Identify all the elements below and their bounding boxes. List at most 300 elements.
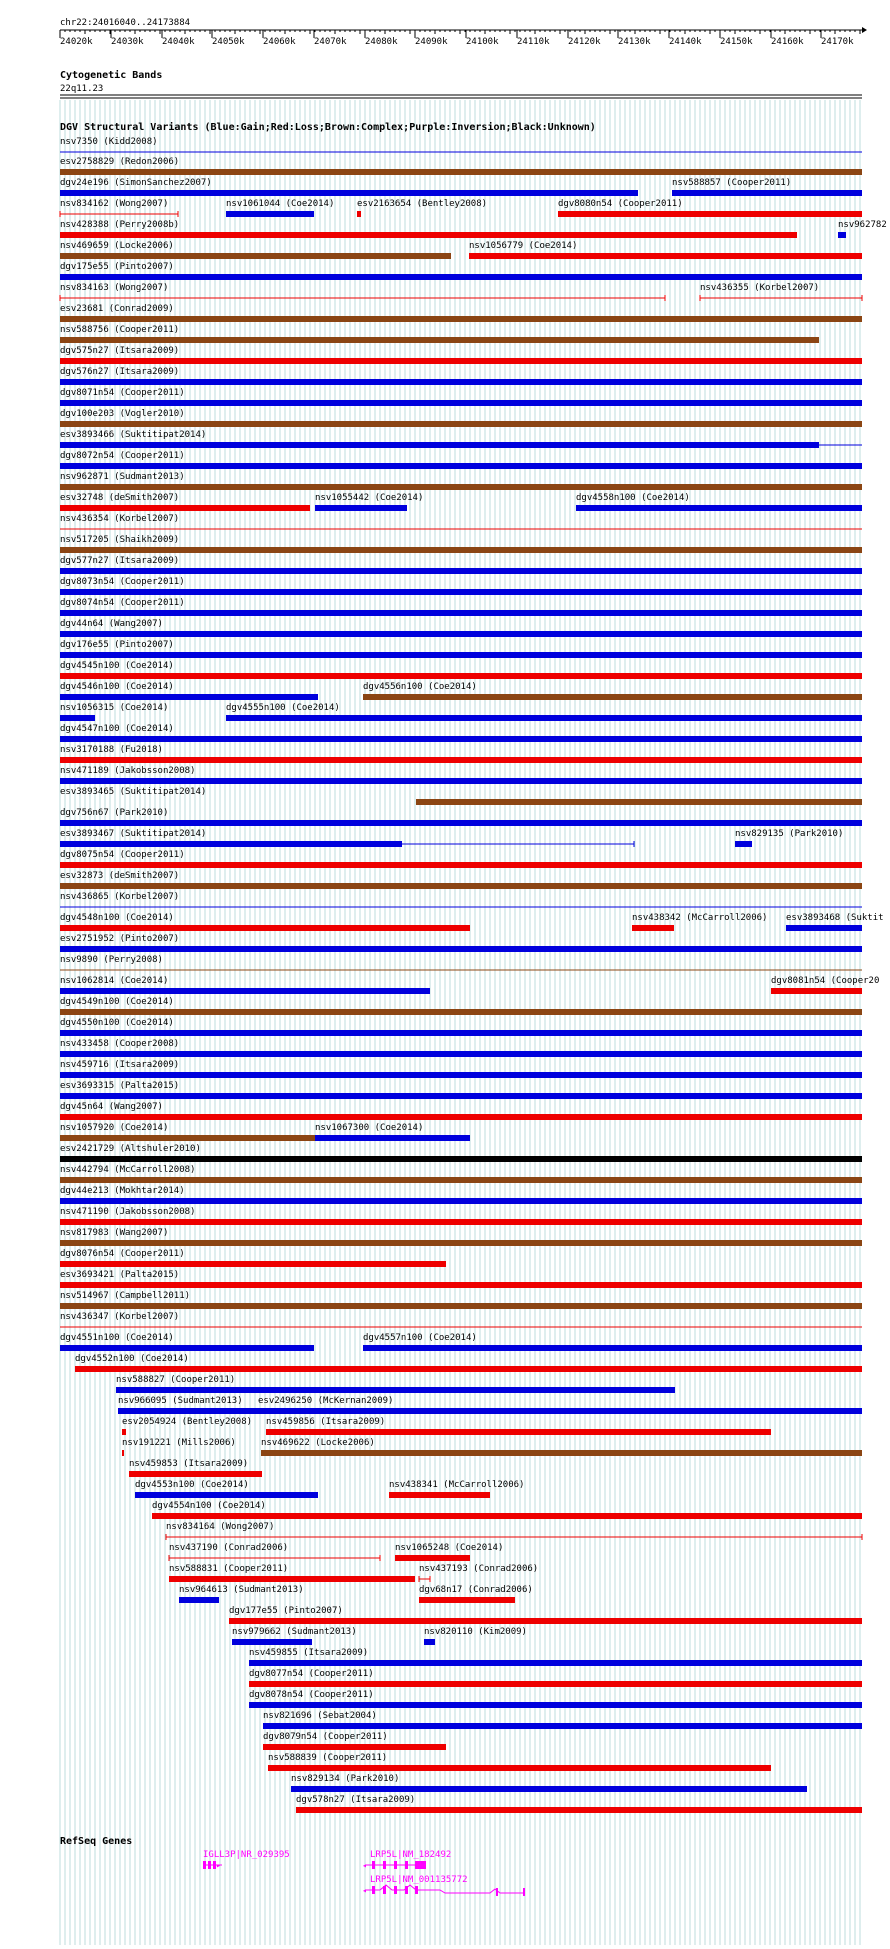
sv-bar	[122, 1429, 126, 1435]
gene-label: LRP5L|NM_182492	[370, 1850, 452, 1860]
sv-bar	[60, 484, 862, 490]
sv-bar	[60, 610, 862, 616]
sv-bar	[395, 1555, 470, 1561]
sv-label: dgv44e213 (Mokhtar2014)	[60, 1186, 185, 1196]
sv-label: nsv1055442 (Coe2014)	[315, 493, 424, 503]
sv-bar	[60, 190, 638, 196]
sv-feature[interactable]	[60, 472, 862, 490]
sv-label: esv2421729 (Altshuler2010)	[60, 1144, 201, 1154]
sv-label: nsv1057920 (Coe2014)	[60, 1123, 169, 1133]
sv-bar	[558, 211, 862, 217]
sv-bar	[416, 799, 862, 805]
sv-label: nsv433458 (Cooper2008)	[60, 1039, 180, 1049]
sv-label: esv3893465 (Suktitipat2014)	[60, 787, 207, 797]
sv-label: nsv1056315 (Coe2014)	[60, 703, 169, 713]
sv-bar	[672, 190, 862, 196]
sv-bar	[60, 1219, 862, 1225]
sv-bar	[60, 673, 862, 679]
sv-label: esv3693315 (Palta2015)	[60, 1081, 180, 1091]
sv-bar	[60, 421, 862, 427]
sv-label: nsv436354 (Korbel2007)	[60, 514, 180, 524]
sv-label: esv2496250 (McKernan2009)	[258, 1396, 394, 1406]
sv-label: nsv471189 (Jakobsson2008)	[60, 766, 196, 776]
sv-bar	[60, 1198, 862, 1204]
sv-bar	[60, 1156, 862, 1162]
sv-label: esv3893466 (Suktitipat2014)	[60, 430, 207, 440]
sv-bar	[60, 337, 819, 343]
sv-feature[interactable]	[60, 703, 168, 721]
sv-feature[interactable]	[786, 913, 884, 931]
sv-bar	[363, 694, 862, 700]
sv-bar	[266, 1429, 771, 1435]
sv-label: dgv4549n100 (Coe2014)	[60, 997, 174, 1007]
sv-label: nsv1062814 (Coe2014)	[60, 976, 169, 986]
sv-feature[interactable]	[226, 199, 334, 217]
sv-feature[interactable]	[169, 1564, 415, 1582]
gene-exon	[372, 1861, 375, 1869]
sv-bar	[226, 211, 314, 217]
sv-label: nsv437193 (Conrad2006)	[419, 1564, 539, 1574]
gene-exon	[415, 1886, 418, 1894]
sv-bar	[60, 925, 470, 931]
sv-bar	[135, 1492, 318, 1498]
sv-bar	[60, 589, 862, 595]
gene-exon	[383, 1886, 386, 1894]
sv-feature[interactable]	[75, 1354, 862, 1372]
ruler-tick-label: 24140k	[669, 37, 702, 47]
sv-feature[interactable]	[60, 850, 862, 868]
sv-feature[interactable]	[735, 829, 843, 847]
sv-label: nsv436347 (Korbel2007)	[60, 1312, 180, 1322]
sv-feature[interactable]	[60, 1291, 862, 1309]
sv-label: dgv4551n100 (Coe2014)	[60, 1333, 174, 1343]
sv-feature[interactable]	[700, 283, 862, 301]
sv-label: nsv829134 (Park2010)	[291, 1774, 400, 1784]
sv-label: nsv438342 (McCarroll2006)	[632, 913, 768, 923]
ruler-tick-label: 24170k	[821, 37, 854, 47]
sv-label: dgv4557n100 (Coe2014)	[363, 1333, 477, 1343]
ruler-tick-label: 24130k	[618, 37, 651, 47]
sv-bar	[60, 358, 862, 364]
sv-bar	[60, 1072, 862, 1078]
sv-label: dgv8076n54 (Cooper2011)	[60, 1249, 185, 1259]
sv-bar	[152, 1513, 862, 1519]
sv-feature[interactable]	[60, 1207, 862, 1225]
dgv-features[interactable]	[60, 137, 887, 1813]
sv-feature[interactable]	[60, 682, 318, 700]
sv-label: nsv962782	[838, 220, 887, 230]
sv-label: nsv979662 (Sudmant2013)	[232, 1627, 357, 1637]
sv-bar	[60, 757, 862, 763]
sv-label: dgv177e55 (Pinto2007)	[229, 1606, 343, 1616]
sv-label: dgv4545n100 (Coe2014)	[60, 661, 174, 671]
sv-feature[interactable]	[363, 1333, 862, 1351]
sv-label: esv32873 (deSmith2007)	[60, 871, 180, 881]
sv-bar	[60, 883, 862, 889]
sv-bar	[249, 1681, 862, 1687]
ruler-tick-label: 24160k	[771, 37, 804, 47]
sv-feature[interactable]	[60, 1249, 446, 1267]
ruler-tick-label: 24090k	[415, 37, 448, 47]
sv-bar	[60, 1240, 862, 1246]
sv-bar	[632, 925, 674, 931]
sv-bar	[60, 778, 862, 784]
sv-label: dgv8075n54 (Cooper2011)	[60, 850, 185, 860]
sv-feature[interactable]	[60, 430, 862, 448]
sv-feature[interactable]	[60, 388, 862, 406]
sv-label: nsv588857 (Cooper2011)	[672, 178, 792, 188]
sv-label: nsv829135 (Park2010)	[735, 829, 844, 839]
refseq-genes[interactable]	[203, 1850, 525, 1896]
sv-bar	[226, 715, 862, 721]
locus-label: chr22:24016040..24173884	[60, 18, 191, 28]
sv-feature[interactable]	[60, 451, 862, 469]
sv-bar	[315, 1135, 470, 1141]
sv-label: dgv4547n100 (Coe2014)	[60, 724, 174, 734]
sv-label: dgv8079n54 (Cooper2011)	[263, 1732, 388, 1742]
sv-feature[interactable]	[363, 682, 862, 700]
sv-bar	[363, 1345, 862, 1351]
sv-label: dgv4550n100 (Coe2014)	[60, 1018, 174, 1028]
sv-bar	[60, 946, 862, 952]
ruler-tick-label: 24060k	[263, 37, 296, 47]
sv-label: nsv588827 (Cooper2011)	[116, 1375, 236, 1385]
dgv-track-title[interactable]: DGV Structural Variants (Blue:Gain;Red:Loss;Brown:Complex;Purple:Inversion;Black:Unknown)	[60, 122, 596, 133]
refseq-track-title[interactable]: RefSeq Genes	[60, 1836, 133, 1847]
sv-bar	[424, 1639, 435, 1645]
sv-label: nsv817983 (Wang2007)	[60, 1228, 169, 1238]
sv-label: dgv756n67 (Park2010)	[60, 808, 169, 818]
sv-bar	[389, 1492, 490, 1498]
sv-label: dgv8081n54 (Cooper20	[771, 976, 880, 986]
sv-label: dgv8072n54 (Cooper2011)	[60, 451, 185, 461]
sv-label: nsv517205 (Shaikh2009)	[60, 535, 180, 545]
sv-label: nsv834162 (Wong2007)	[60, 199, 169, 209]
sv-label: nsv1065248 (Coe2014)	[395, 1543, 504, 1553]
sv-bar	[469, 253, 862, 259]
gene-lrp5l-nm-001135772[interactable]	[362, 1875, 525, 1896]
sv-label: dgv44n64 (Wang2007)	[60, 619, 163, 629]
sv-bar	[60, 715, 95, 721]
sv-label: nsv834164 (Wong2007)	[166, 1522, 275, 1532]
sv-label: nsv471190 (Jakobsson2008)	[60, 1207, 196, 1217]
sv-bar	[263, 1744, 446, 1750]
sv-feature[interactable]	[166, 1522, 862, 1540]
sv-feature[interactable]	[389, 1480, 524, 1498]
sv-bar	[249, 1702, 862, 1708]
sv-label: nsv1056779 (Coe2014)	[469, 241, 578, 251]
sv-label: esv2054924 (Bentley2008)	[122, 1417, 253, 1427]
sv-label: nsv588839 (Cooper2011)	[268, 1753, 388, 1763]
sv-bar	[118, 1408, 862, 1414]
sv-label: nsv459716 (Itsara2009)	[60, 1060, 180, 1070]
sv-label: esv2751952 (Pinto2007)	[60, 934, 180, 944]
sv-label: esv2163654 (Bentley2008)	[357, 199, 488, 209]
sv-bar	[60, 379, 862, 385]
strand-arrow-icon: ◂	[362, 1861, 367, 1870]
sv-bar	[60, 631, 862, 637]
sv-label: nsv1061044 (Coe2014)	[226, 199, 335, 209]
sv-label: nsv588756 (Cooper2011)	[60, 325, 180, 335]
sv-bar	[75, 1366, 862, 1372]
sv-bar	[60, 1114, 862, 1120]
sv-feature[interactable]	[315, 493, 423, 511]
sv-label: esv3893468 (Suktit	[786, 913, 884, 923]
sv-label: dgv4556n100 (Coe2014)	[363, 682, 477, 692]
sv-feature[interactable]	[60, 199, 178, 217]
sv-feature[interactable]	[60, 178, 638, 196]
sv-bar	[60, 1177, 862, 1183]
sv-label: dgv175e55 (Pinto2007)	[60, 262, 174, 272]
strand-arrow-icon: ▸	[216, 1861, 221, 1870]
sv-label: nsv469659 (Locke2006)	[60, 241, 174, 251]
sv-label: nsv437190 (Conrad2006)	[169, 1543, 289, 1553]
sv-feature[interactable]	[60, 829, 634, 847]
sv-feature[interactable]	[672, 178, 862, 196]
sv-feature[interactable]	[60, 1165, 862, 1183]
ruler-tick-label: 24150k	[720, 37, 753, 47]
ruler-ticks	[60, 30, 860, 47]
sv-bar	[60, 736, 862, 742]
sv-bar	[60, 463, 862, 469]
sv-feature[interactable]	[122, 1438, 236, 1456]
sv-label: esv3893467 (Suktitipat2014)	[60, 829, 207, 839]
sv-feature[interactable]	[395, 1543, 503, 1561]
sv-feature[interactable]	[60, 283, 665, 301]
sv-feature[interactable]	[232, 1627, 357, 1645]
gene-exon	[523, 1888, 525, 1896]
sv-bar	[60, 820, 862, 826]
sv-feature[interactable]	[419, 1585, 533, 1603]
sv-feature[interactable]	[357, 199, 487, 217]
gene-exon	[203, 1861, 206, 1869]
sv-bar	[60, 169, 862, 175]
sv-label: dgv577n27 (Itsara2009)	[60, 556, 180, 566]
sv-label: esv23681 (Conrad2009)	[60, 304, 174, 314]
sv-bar	[268, 1765, 771, 1771]
sv-bar	[60, 1030, 862, 1036]
sv-label: nsv9890 (Perry2008)	[60, 955, 163, 965]
sv-feature[interactable]	[315, 1123, 470, 1141]
sv-bar	[291, 1786, 807, 1792]
sv-bar	[60, 1093, 862, 1099]
sv-label: nsv459856 (Itsara2009)	[266, 1417, 386, 1427]
sv-label: dgv4555n100 (Coe2014)	[226, 703, 340, 713]
sv-bar	[60, 505, 310, 511]
sv-bar	[60, 232, 797, 238]
sv-label: dgv8080n54 (Cooper2011)	[558, 199, 683, 209]
sv-label: esv3693421 (Palta2015)	[60, 1270, 180, 1280]
sv-feature[interactable]	[576, 493, 862, 511]
sv-feature[interactable]	[60, 409, 862, 427]
sv-feature[interactable]	[60, 220, 797, 238]
sv-label: nsv962871 (Sudmant2013)	[60, 472, 185, 482]
gene-exon	[394, 1886, 397, 1894]
gene-exon	[496, 1888, 498, 1896]
sv-bar	[735, 841, 752, 847]
sv-feature[interactable]	[60, 1144, 862, 1162]
sv-feature[interactable]	[263, 1711, 862, 1729]
sv-bar	[771, 988, 862, 994]
sv-feature[interactable]	[60, 1123, 315, 1141]
sv-label: esv32748 (deSmith2007)	[60, 493, 180, 503]
gene-exon	[405, 1861, 408, 1869]
sv-label: nsv820110 (Kim2009)	[424, 1627, 527, 1637]
sv-bar	[229, 1618, 862, 1624]
sv-label: nsv442794 (McCarroll2008)	[60, 1165, 196, 1175]
ruler-tick-label: 24040k	[162, 37, 195, 47]
sv-bar	[296, 1807, 862, 1813]
sv-bar	[315, 505, 407, 511]
sv-bar	[60, 442, 819, 448]
sv-label: nsv834163 (Wong2007)	[60, 283, 169, 293]
sv-label: dgv8073n54 (Cooper2011)	[60, 577, 185, 587]
sv-label: dgv4546n100 (Coe2014)	[60, 682, 174, 692]
sv-label: dgv4553n100 (Coe2014)	[135, 1480, 249, 1490]
cytoband-track-title[interactable]: Cytogenetic Bands	[60, 70, 163, 81]
ruler-tick-label: 24080k	[365, 37, 398, 47]
sv-label: nsv7350 (Kidd2008)	[60, 137, 158, 147]
sv-bar	[249, 1660, 862, 1666]
sv-bar	[60, 988, 430, 994]
sv-bar	[122, 1450, 124, 1456]
sv-bar	[129, 1471, 262, 1477]
sv-label: nsv588831 (Cooper2011)	[169, 1564, 289, 1574]
sv-bar	[261, 1450, 862, 1456]
ruler-tick-label: 24110k	[517, 37, 550, 47]
sv-feature[interactable]	[60, 766, 862, 784]
gene-igll3p[interactable]	[203, 1850, 290, 1870]
sv-label: nsv3170188 (Fu2018)	[60, 745, 163, 755]
ruler-tick-label: 24020k	[60, 37, 93, 47]
sv-feature[interactable]	[169, 1543, 380, 1561]
sv-label: nsv514967 (Campbell2011)	[60, 1291, 191, 1301]
gene-exon	[372, 1886, 375, 1894]
cytoband-label: 22q11.23	[60, 84, 104, 94]
sv-feature[interactable]	[263, 1732, 446, 1750]
sv-bar	[60, 400, 862, 406]
sv-bar	[60, 1135, 315, 1141]
sv-feature[interactable]	[771, 976, 879, 994]
sv-label: dgv24e196 (SimonSanchez2007)	[60, 178, 212, 188]
gene-label: IGLL3P|NR_029395	[203, 1850, 290, 1860]
sv-label: nsv191221 (Mills2006)	[122, 1438, 236, 1448]
gene-exon	[415, 1861, 426, 1869]
sv-label: dgv8078n54 (Cooper2011)	[249, 1690, 374, 1700]
sv-bar	[60, 547, 862, 553]
sv-bar	[258, 1408, 260, 1414]
sv-bar	[60, 1282, 862, 1288]
ruler-tick-label: 24030k	[111, 37, 144, 47]
sv-label: dgv575n27 (Itsara2009)	[60, 346, 180, 356]
sv-label: nsv469622 (Locke2006)	[261, 1438, 375, 1448]
vertical-gridlines	[60, 100, 860, 1945]
sv-bar	[576, 505, 862, 511]
ruler-tick-label: 24100k	[466, 37, 499, 47]
ruler-tick-label: 24050k	[212, 37, 245, 47]
sv-label: dgv176e55 (Pinto2007)	[60, 640, 174, 650]
sv-feature[interactable]	[129, 1459, 262, 1477]
sv-label: dgv68n17 (Conrad2006)	[419, 1585, 533, 1595]
sv-bar	[60, 1009, 862, 1015]
sv-bar	[60, 1051, 862, 1057]
sv-feature[interactable]	[135, 1480, 318, 1498]
sv-bar	[419, 1597, 515, 1603]
sv-feature[interactable]	[122, 1417, 252, 1435]
sv-label: nsv436355 (Korbel2007)	[700, 283, 820, 293]
ruler-tick-label: 24120k	[568, 37, 601, 47]
sv-bar	[357, 211, 361, 217]
sv-label: dgv8074n54 (Cooper2011)	[60, 598, 185, 608]
sv-label: dgv4548n100 (Coe2014)	[60, 913, 174, 923]
sv-label: esv2758829 (Redon2006)	[60, 157, 180, 167]
sv-bar	[60, 1303, 862, 1309]
sv-bar	[263, 1723, 862, 1729]
sv-bar	[179, 1597, 219, 1603]
gene-exon	[208, 1861, 211, 1869]
sv-bar	[60, 316, 862, 322]
sv-bar	[169, 1576, 415, 1582]
strand-arrow-icon: ◂	[362, 1886, 367, 1895]
sv-bar	[116, 1387, 675, 1393]
sv-bar	[232, 1639, 312, 1645]
sv-bar	[60, 652, 862, 658]
sv-label: nsv436865 (Korbel2007)	[60, 892, 180, 902]
sv-feature[interactable]	[296, 1795, 862, 1813]
sv-label: dgv4558n100 (Coe2014)	[576, 493, 690, 503]
sv-label: nsv428388 (Perry2008b)	[60, 220, 180, 230]
sv-bar	[60, 1261, 446, 1267]
sv-feature[interactable]	[60, 1333, 314, 1351]
sv-label: dgv4552n100 (Coe2014)	[75, 1354, 189, 1364]
sv-feature[interactable]	[60, 577, 862, 595]
sv-label: nsv459853 (Itsara2009)	[129, 1459, 249, 1469]
sv-label: nsv821696 (Sebat2004)	[263, 1711, 377, 1721]
sv-label: dgv45n64 (Wang2007)	[60, 1102, 163, 1112]
sv-label: dgv100e203 (Vogler2010)	[60, 409, 185, 419]
sv-bar	[786, 925, 862, 931]
sv-label: nsv438341 (McCarroll2006)	[389, 1480, 525, 1490]
sv-label: nsv964613 (Sudmant2013)	[179, 1585, 304, 1595]
gene-exon	[405, 1886, 408, 1894]
sv-label: dgv578n27 (Itsara2009)	[296, 1795, 416, 1805]
sv-label: nsv1067300 (Coe2014)	[315, 1123, 424, 1133]
sv-bar	[60, 694, 318, 700]
ruler-arrow-icon	[862, 27, 867, 33]
sv-label: dgv576n27 (Itsara2009)	[60, 367, 180, 377]
sv-label: dgv4554n100 (Coe2014)	[152, 1501, 266, 1511]
sv-feature[interactable]	[60, 598, 862, 616]
sv-bar	[60, 841, 402, 847]
sv-label: dgv8071n54 (Cooper2011)	[60, 388, 185, 398]
sv-label: nsv966095 (Sudmant2013)	[118, 1396, 243, 1406]
sv-bar	[60, 253, 451, 259]
sv-bar	[60, 862, 862, 868]
sv-feature[interactable]	[838, 220, 887, 238]
sv-bar	[60, 1345, 314, 1351]
sv-label: nsv459855 (Itsara2009)	[249, 1648, 369, 1658]
ruler-tick-label: 24070k	[314, 37, 347, 47]
gene-exon	[394, 1861, 397, 1869]
sv-bar	[60, 568, 862, 574]
gene-label: LRP5L|NM_001135772	[370, 1875, 468, 1885]
sv-bar	[60, 274, 862, 280]
sv-feature[interactable]	[60, 1186, 862, 1204]
sv-feature[interactable]	[226, 703, 862, 721]
gene-exon	[383, 1861, 386, 1869]
sv-bar	[838, 232, 846, 238]
sv-feature[interactable]	[261, 1438, 862, 1456]
